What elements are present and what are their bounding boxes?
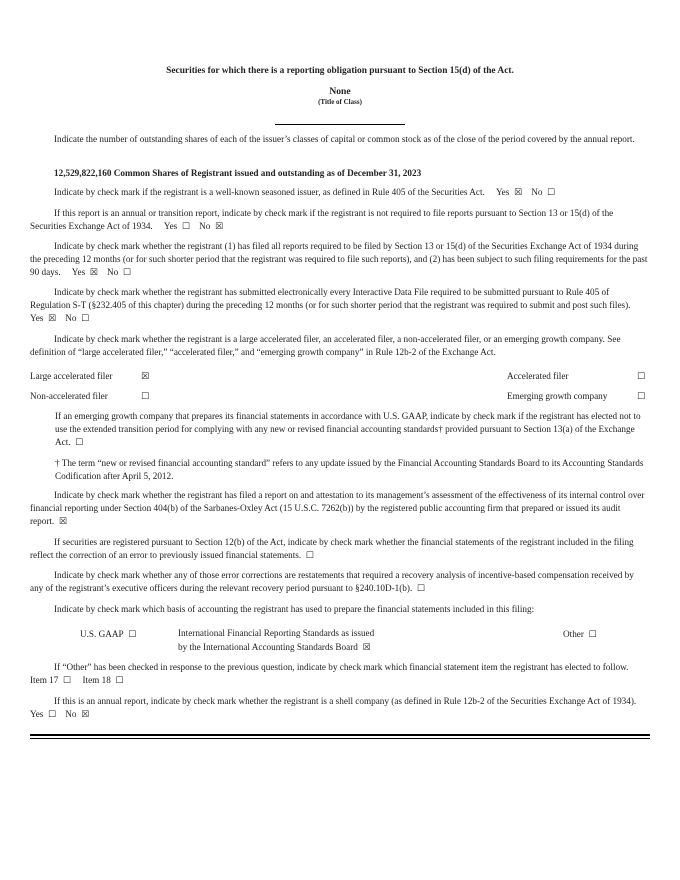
filed-reports-yes-checkbox[interactable]: ☒ <box>89 268 98 279</box>
item17-label: Item 17 <box>30 675 59 686</box>
ifrs-checkbox[interactable]: ☒ <box>362 643 371 653</box>
shares-outstanding: 12,529,822,160 Common Shares of Registrant issued and outstanding as of December 31, 2023 <box>54 168 422 178</box>
icfr-text: Indicate by check mark whether the registrant has filed a report on and attestation to its management’s assessment of the effectiveness of its internal control over financial reporting under Section 404(b) of the Sarbanes-Oxley Act (15 U.S.C. 7262(b)) by the registered public accounting firm that prepared or issued its audit report. <box>30 490 645 527</box>
filed-reports-text: Indicate by check mark whether the registrant (1) has filed all reports required to be filed by Section 13 or 15(d) of the Securities Exchange Act of 1934 during the preceding 12 months (or for such shorter period that the registrant was required to file such reports), and (2) has been subject to such filing requirements for the past 90 days. <box>30 241 648 278</box>
title-rule <box>275 124 405 125</box>
shell-company-yes-checkbox[interactable]: ☐ <box>47 710 57 721</box>
outstanding-shares-question: Indicate the number of outstanding shares of each of the issuer’s classes of capital or common stock as of the close of the period covered by the annual report. <box>54 134 635 144</box>
interactive-data-question <box>30 286 648 327</box>
us-gaap-label: U.S. GAAP <box>80 629 124 639</box>
filed-reports-no-label: No <box>107 267 119 278</box>
filer-type-question: Indicate by check mark whether the registrant is a large accelerated filer, an accelerated filer, a non-accelerated filer, or an emerging growth company. See definition of “large accelerated filer,” “accelerated filer,” and “emerging growth company” in Rule 12b-2 of the Exchange Act. <box>30 334 621 358</box>
us-gaap-option <box>80 628 136 642</box>
interactive-data-no-label: No <box>65 313 77 324</box>
restatement-text: Indicate by check mark whether any of those error corrections are restatements that required a recovery analysis of incentive-based compensation received by any of the registrant’s executive officers during the relevant recovery period pursuant to §240.10D-1(b). <box>30 570 634 594</box>
shell-company-text: If this is an annual report, indicate by check mark whether the registrant is a shell company (as defined in Rule 12b-2 of the Securities Exchange Act of 1934). <box>54 696 637 706</box>
other-basis-checkbox[interactable]: ☐ <box>588 630 597 640</box>
item18-checkbox[interactable]: ☐ <box>115 676 124 687</box>
filed-reports-yes-label: Yes <box>71 267 86 278</box>
not-required-yes-label: Yes <box>163 221 178 232</box>
bottom-rule-thick <box>30 734 650 736</box>
interactive-data-text: Indicate by check mark whether the registrant has submitted electronically every Interactive Data File required to be submitted pursuant to Rule 405 of Regulation S-T (§232.405 of this chapter) during the preceding 12 months (or for such shorter period that the registrant was required to submit and post such files). <box>30 287 631 311</box>
emerging-growth-company-checkbox[interactable]: ☐ <box>637 391 646 402</box>
interactive-data-yes-label: Yes <box>30 313 44 324</box>
other-basis-option <box>563 628 597 642</box>
accounting-standard-footnote: † The term “new or revised financial accounting standard” refers to any update issued by the Financial Accounting Standards Board to its Accounting Standards Codification after April 5, 2012. <box>55 458 644 482</box>
wksi-text: Indicate by check mark if the registrant is a well-known seasoned issuer, as defined in Rule 405 of the Securities Act. <box>54 187 485 197</box>
large-accelerated-filer-label: Large accelerated filer <box>30 371 113 381</box>
bottom-rule-thin <box>30 738 650 739</box>
not-required-no-label: No <box>199 221 211 232</box>
wksi-question <box>30 186 648 200</box>
large-accelerated-filer-checkbox[interactable]: ☒ <box>141 371 150 382</box>
error-correction-question <box>30 536 648 563</box>
egc-election-checkbox[interactable]: ☐ <box>75 438 84 449</box>
ifrs-option-line2 <box>178 641 371 655</box>
shell-company-yes-label: Yes <box>30 709 44 720</box>
other-basis-label: Other <box>563 629 584 639</box>
us-gaap-checkbox[interactable]: ☐ <box>128 630 137 640</box>
accounting-basis-question: Indicate by check mark which basis of accounting the registrant has used to prepare the financial statements included in this filing: <box>54 604 535 614</box>
shell-company-question <box>30 695 648 722</box>
restatement-question <box>30 569 648 596</box>
interactive-data-no-checkbox[interactable]: ☐ <box>81 314 90 325</box>
filed-reports-question <box>30 240 648 281</box>
shell-company-no-label: No <box>65 709 77 720</box>
error-correction-text: If securities are registered pursuant to Section 12(b) of the Act, indicate by check mark whether the financial statements of the registrant included in the filing reflect the correction of an error to previously issued financial statements. <box>30 537 634 561</box>
wksi-yes-label: Yes <box>495 187 510 197</box>
class-value: None <box>329 86 351 97</box>
ifrs-option-line1: International Financial Reporting Standards as issued <box>178 628 375 638</box>
other-item-text: If “Other” has been checked in response to the previous question, indicate by check mark which financial statement item the registrant has elected to follow. <box>54 662 629 672</box>
ifrs-label: by the International Accounting Standards Board <box>178 642 358 652</box>
item17-checkbox[interactable]: ☐ <box>62 676 71 687</box>
item18-label: Item 18 <box>82 675 111 686</box>
egc-election-text: If an emerging growth company that prepares its financial statements in accordance with U.S. GAAP, indicate by check mark if the registrant has elected not to use the extended transition period for complying with any new or revised financial accounting standards† provided pursuant to Section 13(a) of the Exchange Act. <box>55 411 641 448</box>
accelerated-filer-checkbox[interactable]: ☐ <box>637 371 646 382</box>
filed-reports-no-checkbox[interactable]: ☐ <box>122 268 131 279</box>
non-accelerated-filer-label: Non-accelerated filer <box>30 391 108 401</box>
error-correction-checkbox[interactable]: ☐ <box>305 551 314 562</box>
icfr-question <box>30 489 648 530</box>
not-required-text: If this report is an annual or transition report, indicate by check mark if the registrant is not required to file reports pursuant to Section 13 or 15(d) of the Securities Exchange Act of 1934. <box>30 208 614 232</box>
wksi-no-checkbox[interactable]: ☐ <box>547 188 556 198</box>
emerging-growth-company-label: Emerging growth company <box>507 391 608 401</box>
non-accelerated-filer-checkbox[interactable]: ☐ <box>141 391 150 402</box>
wksi-no-label: No <box>531 187 543 197</box>
accelerated-filer-label: Accelerated filer <box>507 371 569 381</box>
other-item-question <box>30 661 648 688</box>
shell-company-no-checkbox[interactable]: ☒ <box>81 710 90 721</box>
section-heading: Securities for which there is a reporting obligation pursuant to Section 15(d) of the Act. <box>166 66 514 76</box>
restatement-checkbox[interactable]: ☐ <box>416 584 425 595</box>
class-caption: (Title of Class) <box>318 98 362 106</box>
egc-election-question <box>55 410 648 451</box>
not-required-no-checkbox[interactable]: ☒ <box>214 222 224 233</box>
icfr-checkbox[interactable]: ☒ <box>58 517 67 528</box>
wksi-yes-checkbox[interactable]: ☒ <box>513 188 523 198</box>
interactive-data-yes-checkbox[interactable]: ☒ <box>47 314 57 325</box>
not-required-yes-checkbox[interactable]: ☐ <box>181 222 190 233</box>
not-required-question <box>30 207 648 234</box>
